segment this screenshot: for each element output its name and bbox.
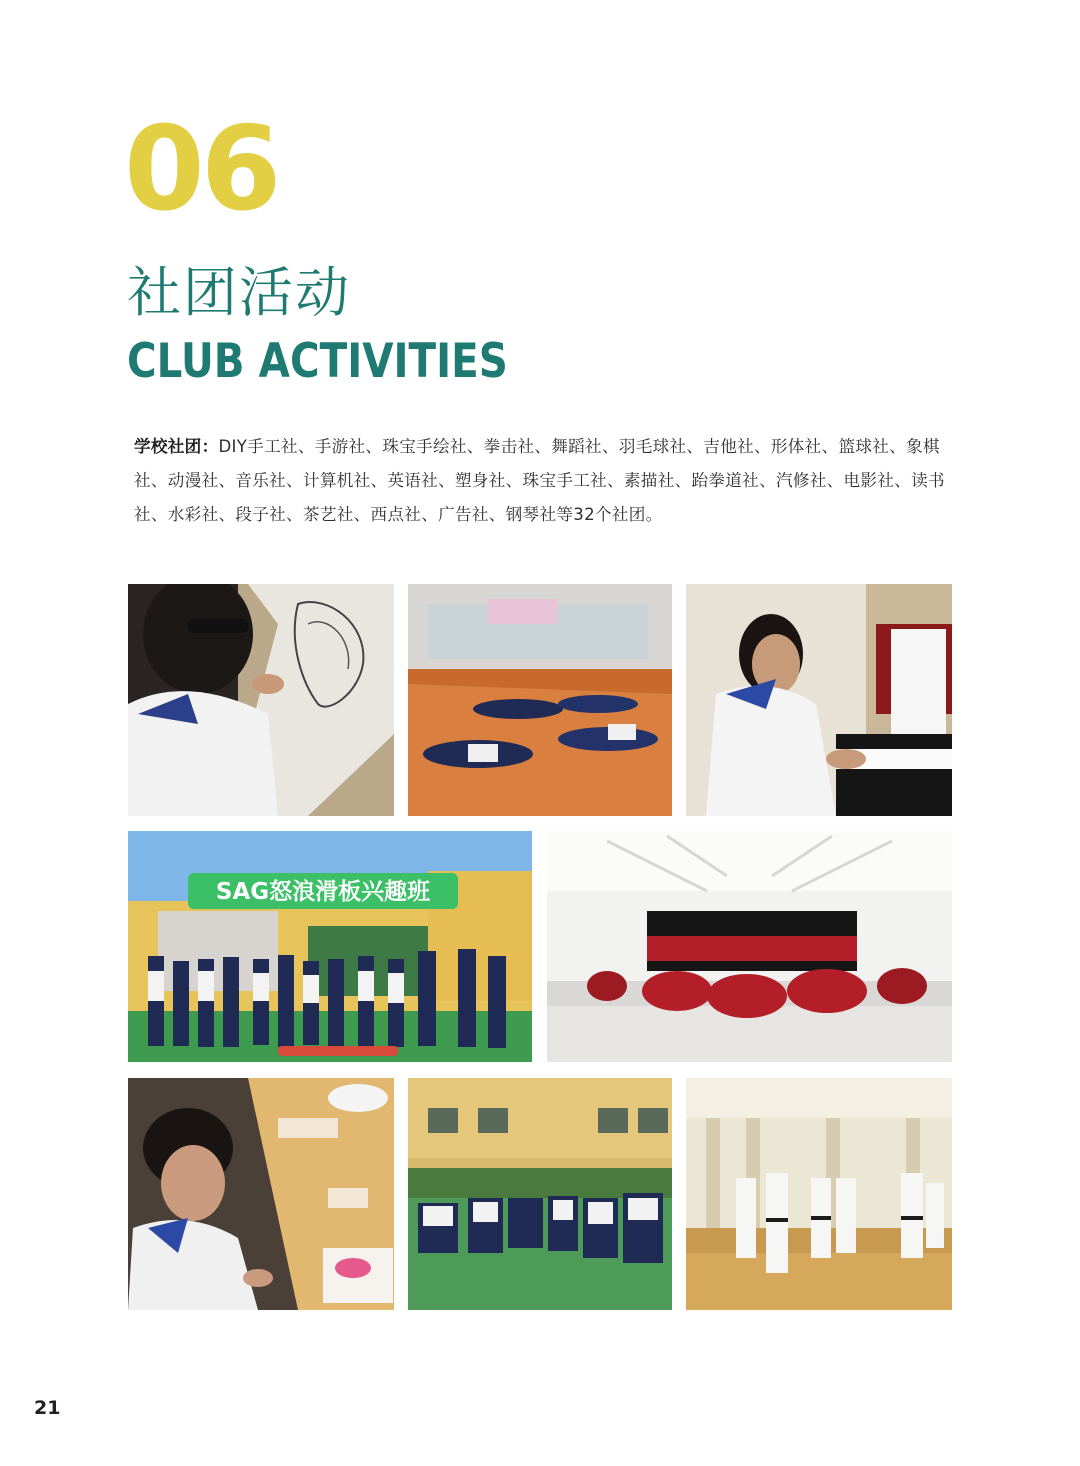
section-title-english: CLUB ACTIVITIES bbox=[127, 334, 508, 389]
photo-skateboard-club bbox=[128, 831, 532, 1062]
club-list-paragraph bbox=[134, 430, 952, 532]
photo-handicraft-club bbox=[128, 1078, 394, 1310]
photo-dance-club bbox=[408, 584, 672, 816]
photo-outdoor-group bbox=[408, 1078, 672, 1310]
section-title-chinese: 社团活动 bbox=[127, 261, 351, 324]
club-list-text: DIY手工社、手游社、珠宝手绘社、拳击社、舞蹈社、羽毛球社、吉他社、形体社、篮球社、象棋社、动漫社、音乐社、计算机社、英语社、塑身社、珠宝手工社、素描社、跆拳道社、汽修社、电影社、读书社、水彩社、段子社、茶艺社、西点社、广告社、钢琴社等32个社团。 bbox=[134, 437, 945, 524]
photo-dance-group bbox=[547, 831, 952, 1062]
photo-piano-club bbox=[686, 584, 952, 816]
club-list-label: 学校社团： bbox=[134, 437, 219, 456]
photo-sketching-club bbox=[128, 584, 394, 816]
page-number: 21 bbox=[34, 1397, 61, 1419]
photo-taekwondo-club bbox=[686, 1078, 952, 1310]
section-number: 06 bbox=[124, 102, 278, 237]
skateboard-banner-text: SAG怒浪滑板兴趣班 bbox=[215, 879, 431, 905]
